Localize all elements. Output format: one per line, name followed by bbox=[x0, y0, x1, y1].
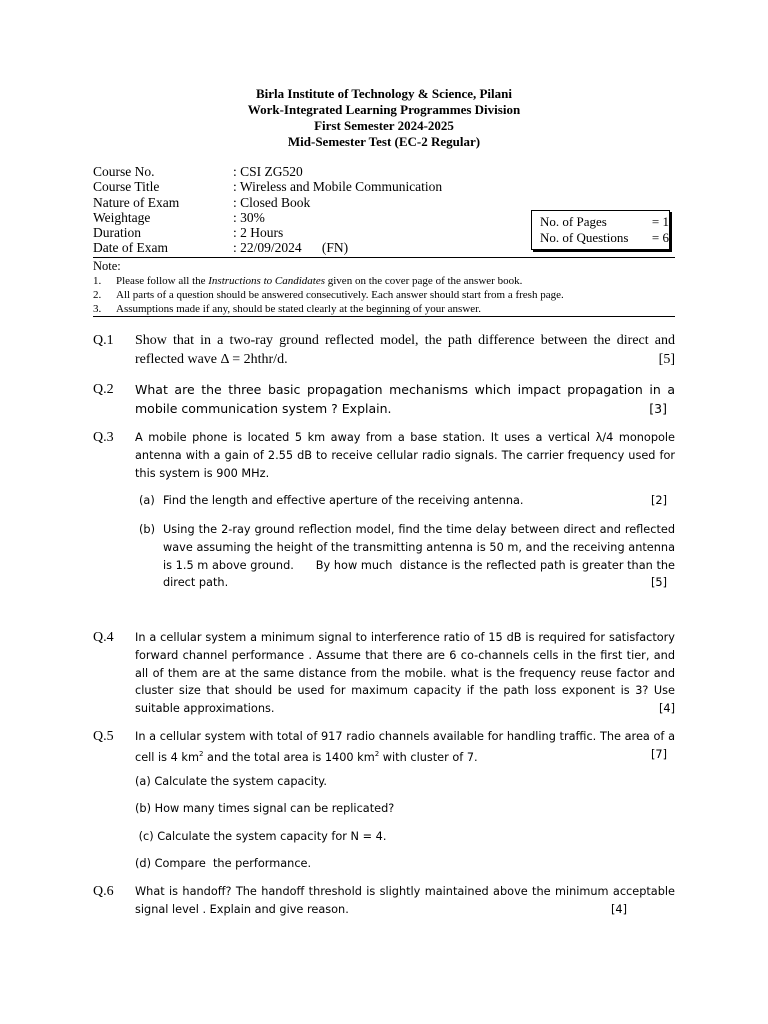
subpart-marks: [5] bbox=[650, 576, 667, 590]
question-5 bbox=[93, 728, 675, 766]
question-marks: [4] bbox=[658, 702, 675, 716]
question-2 bbox=[93, 380, 675, 418]
question-marks: [4] bbox=[610, 902, 627, 916]
course-info-row bbox=[93, 164, 442, 179]
q5-part-c: (c) Calculate the system capacity for N = 4. bbox=[135, 830, 387, 843]
divider bbox=[93, 257, 675, 258]
test-name: Mid-Semester Test (EC-2 Regular) bbox=[287, 134, 481, 149]
question-4 bbox=[93, 629, 675, 718]
question-text: What are the three basic propagation mechanisms which impact propagation in a mobile communication system ? Explain. bbox=[135, 382, 675, 416]
question-3a bbox=[139, 492, 675, 510]
info-value: : CSI ZG520 bbox=[233, 164, 303, 179]
question-3b bbox=[139, 521, 679, 592]
question-6 bbox=[93, 883, 675, 919]
course-info bbox=[93, 164, 442, 256]
info-value: : 22/09/2024 (FN) bbox=[233, 240, 349, 256]
info-label: Duration bbox=[93, 225, 141, 241]
q5-part-b: (b) How many times signal can be replicated? bbox=[135, 802, 395, 815]
question-text: In a cellular system with total of 917 radio channels available for handling traffic. The area of a cell is 4 $km^2$ and the total area is 1400 $km^2$ with cluster of 7. [7] bbox=[135, 730, 675, 764]
questions-label: No. of Questions bbox=[540, 230, 629, 245]
course-info-row bbox=[93, 179, 442, 194]
divider bbox=[93, 316, 675, 317]
page-count-box bbox=[531, 210, 670, 250]
exam-header bbox=[0, 86, 768, 150]
info-label: Course No. bbox=[93, 164, 155, 179]
info-label: Nature of Exam bbox=[93, 194, 180, 210]
course-info-row bbox=[93, 240, 442, 255]
course-info-row bbox=[93, 210, 442, 225]
info-value: : 2 Hours bbox=[233, 225, 284, 241]
note-item: 2. All parts of a question should be answered consecutively. Each answer should start from a fresh page. bbox=[93, 289, 564, 301]
question-number: Q.1 bbox=[93, 333, 114, 348]
question-text: What is handoff? The handoff threshold is slightly maintained above the minimum acceptable signal level . Explain and give reason. bbox=[135, 885, 675, 916]
questions-value: = 6 bbox=[651, 230, 670, 245]
question-number: Q.3 bbox=[93, 430, 114, 445]
info-label: Weightage bbox=[93, 209, 151, 225]
info-label: Course Title bbox=[93, 179, 160, 195]
question-1 bbox=[93, 332, 675, 369]
info-value: : Wireless and Mobile Communication bbox=[233, 179, 443, 195]
subpart-text: Find the length and effective aperture of the receiving antenna. bbox=[163, 494, 524, 507]
institute-name: Birla Institute of Technology & Science, Pilani bbox=[255, 86, 513, 101]
question-number: Q.6 bbox=[93, 884, 114, 899]
question-text: Show that in a two-ray ground reflected model, the path difference between the direct and reflected wave Δ = 2hthr/d. bbox=[135, 333, 675, 367]
question-marks: [5] bbox=[658, 351, 675, 367]
info-value: : Closed Book bbox=[233, 194, 311, 210]
question-marks: [3] bbox=[649, 401, 667, 416]
note-item: 1. Please follow all the Instructions to Candidates given on the cover page of the answer book. bbox=[93, 275, 523, 287]
note-item: 3. Assumptions made if any, should be stated clearly at the beginning of your answer. bbox=[93, 303, 481, 315]
question-number: Q.2 bbox=[93, 382, 114, 397]
pages-value: = 1 bbox=[651, 214, 670, 229]
subpart-marks: [2] bbox=[650, 494, 667, 507]
info-value: : 30% bbox=[233, 209, 265, 225]
question-text: In a cellular system a minimum signal to interference ratio of 15 dB is required for satisfactory forward channel performance . Assume that there are 6 co-channels cells in the first tier, and all of them are at the same distance from the mobile. what is the frequency reuse factor and cluster size that should be used for maximum capacity if the path loss exponent is 3? Use suitable approximations. bbox=[135, 631, 675, 716]
semester: First Semester 2024-2025 bbox=[314, 118, 454, 133]
pages-label: No. of Pages bbox=[540, 214, 607, 229]
question-marks: [7] bbox=[650, 747, 667, 761]
course-info-row bbox=[93, 195, 442, 210]
question-number: Q.4 bbox=[93, 630, 114, 645]
course-info-row bbox=[93, 225, 442, 240]
note-title: Note: bbox=[93, 259, 121, 273]
question-text: A mobile phone is located 5 km away from a base station. It uses a vertical λ/4 monopole antenna with a gain of 2.55 dB to receive cellular radio signals. The carrier frequency used for this system is 900 MHz. bbox=[135, 431, 675, 480]
subpart-text: Using the 2-ray ground reflection model, find the time delay between direct and reflected wave assuming the height of the transmitting antenna is 50 m, and the receiving antenna is 1.5 m above ground. By how much distance is the reflected path is greater than the direct path. bbox=[163, 523, 679, 590]
info-label: Date of Exam bbox=[93, 240, 168, 256]
subpart-label: (a) bbox=[139, 494, 155, 507]
q5-part-a: (a) Calculate the system capacity. bbox=[135, 775, 327, 788]
notes-list bbox=[93, 274, 675, 316]
subpart-label: (b) bbox=[139, 523, 155, 536]
question-number: Q.5 bbox=[93, 729, 114, 744]
q5-part-d: (d) Compare the performance. bbox=[135, 857, 312, 870]
question-3 bbox=[93, 429, 675, 482]
division-name: Work-Integrated Learning Programmes Division bbox=[247, 102, 521, 117]
